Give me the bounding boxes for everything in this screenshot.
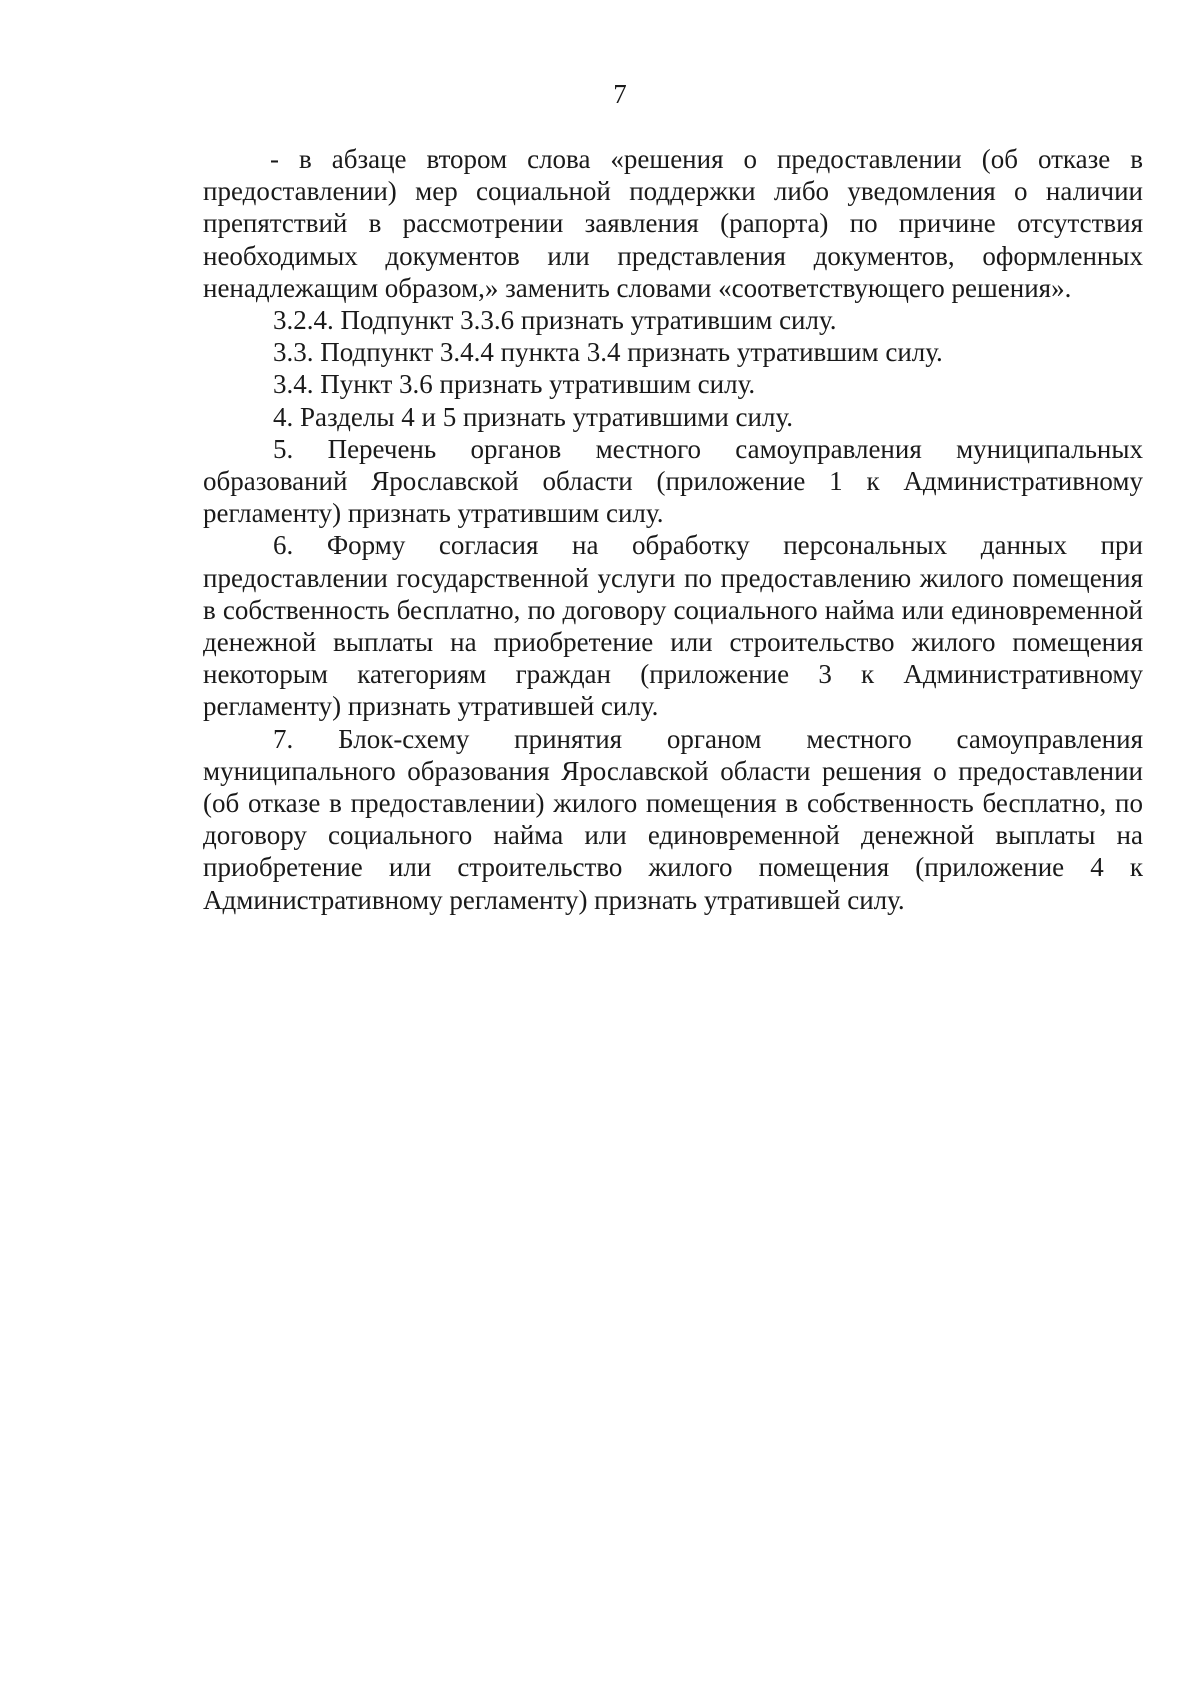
paragraph-7: 7. Блок-схему принятия органом местного самоуправления муниципального образования Ярославской области решения о предоставлении (об отказе в предоставлении) жилого помещения в собственность бесплатно, по договору социального найма или единовременной денежной выплаты на приобретение или строительство жилого помещения (приложение 4 к Административному регламенту) признать утратившей силу.: [203, 723, 1143, 915]
page-number: 7: [613, 79, 627, 109]
paragraph-4: 4. Разделы 4 и 5 признать утратившими силу.: [273, 401, 794, 432]
paragraph-amendment-second-abzac: - в абзаце втором слова «решения о предоставлении (об отказе в предоставлении) мер социальной поддержки либо уведомления о наличии препятствий в рассмотрении заявления (рапорта) по причине отсутствия необходимых документов или представления документов, оформленных ненадлежащим образом,» заменить словами «соответствующего решения».: [203, 144, 1143, 303]
paragraph-3-4: 3.4. Пункт 3.6 признать утратившим силу.: [273, 369, 756, 400]
paragraph-5: 5. Перечень органов местного самоуправления муниципальных образований Ярославской области (приложение 1 к Административному регламенту) признать утратившим силу.: [203, 433, 1143, 529]
paragraph-3-2-4: 3.2.4. Подпункт 3.3.6 признать утратившим силу.: [273, 305, 837, 336]
document-body: [203, 143, 1143, 916]
paragraph-6: 6. Форму согласия на обработку персональных данных при предоставлении государственной услуги по предоставлению жилого помещения в собственность бесплатно, по договору социального найма или единовременной денежной выплаты на приобретение или строительство жилого помещения некоторым категориям граждан (приложение 3 к Административному регламенту) признать утратившей силу.: [203, 530, 1143, 722]
paragraph-3-3: 3.3. Подпункт 3.4.4 пункта 3.4 признать утратившим силу.: [273, 337, 943, 368]
